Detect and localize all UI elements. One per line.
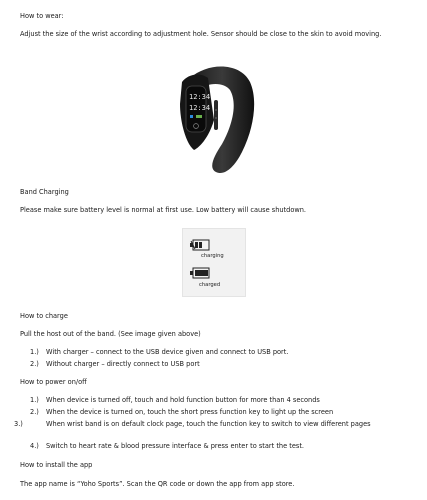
band-display-time-1: 12:34 bbox=[189, 93, 211, 101]
bluetooth-icon bbox=[190, 115, 193, 118]
wear-heading: How to wear: bbox=[20, 12, 64, 20]
band-display-time-2: 12:34 bbox=[189, 104, 211, 112]
battery-charged-icon bbox=[189, 267, 211, 279]
power-step: 3.) When wrist band is on default clock page, touch the function key to switch to view different pages bbox=[14, 420, 371, 428]
charging-instructions: Please make sure battery level is normal at first use. Low battery will cause shutdown. bbox=[20, 206, 307, 214]
how-to-charge-heading: How to charge bbox=[20, 312, 68, 320]
power-step: 2.) When the device is turned on, touch the short press function key to light up the screen bbox=[30, 408, 334, 416]
charge-step: 1.) With charger – connect to the USB device given and connect to USB port. bbox=[30, 348, 289, 356]
battery-indicator-icon bbox=[196, 115, 202, 118]
battery-charging-icon bbox=[189, 239, 211, 251]
wear-instructions: Adjust the size of the wrist according to adjustment hole. Sensor should be close to the skin to avoid moving. bbox=[20, 30, 382, 38]
charging-label: charging bbox=[201, 253, 224, 259]
charged-label: charged bbox=[199, 282, 221, 288]
fitness-band-image bbox=[168, 60, 260, 180]
install-instructions: The app name is “Yoho Sports”. Scan the QR code or down the app from app store. bbox=[20, 480, 295, 488]
charging-heading: Band Charging bbox=[20, 188, 69, 196]
power-heading: How to power on/off bbox=[20, 378, 87, 386]
install-heading: How to install the app bbox=[20, 461, 93, 469]
power-step: 4.) Switch to heart rate & blood pressure interface & press enter to start the test. bbox=[30, 442, 304, 450]
charge-step: 2.) Without charger – directly connect to USB port bbox=[30, 360, 200, 368]
battery-status-image bbox=[182, 228, 246, 297]
how-to-charge-instructions: Pull the host out of the band. (See image given above) bbox=[20, 330, 201, 338]
power-step: 1.) When device is turned off, touch and hold function button for more than 4 seconds bbox=[30, 396, 320, 404]
